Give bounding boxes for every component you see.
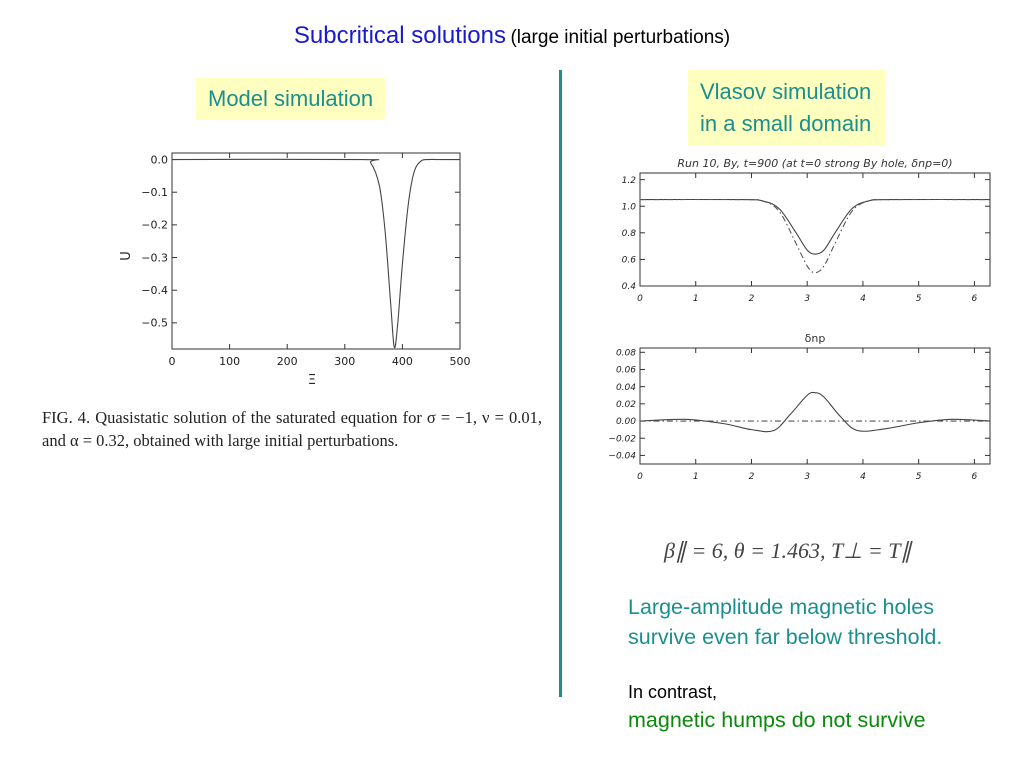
plot-frame bbox=[640, 173, 990, 286]
y-tick-label: 0.4 bbox=[621, 282, 636, 293]
vlasov-label-line2: in a small domain bbox=[700, 111, 872, 136]
series-line-1 bbox=[640, 199, 990, 254]
model-chart bbox=[100, 140, 470, 405]
y-axis-label: U bbox=[119, 251, 134, 261]
x-tick-label: 500 bbox=[449, 355, 470, 368]
conclusion-line2: survive even far below threshold. bbox=[628, 625, 943, 649]
y-tick-label: 0.00 bbox=[615, 417, 636, 428]
y-tick-label: 0.0 bbox=[150, 153, 168, 167]
x-tick-label: 1 bbox=[692, 472, 699, 482]
y-tick-label: 1.2 bbox=[621, 175, 636, 186]
plot-frame bbox=[640, 348, 990, 464]
x-tick-label: 300 bbox=[334, 355, 356, 368]
chart-title: δnp bbox=[804, 332, 826, 345]
contrast-label: In contrast, bbox=[628, 682, 718, 702]
vlasov-dnp-chart bbox=[600, 328, 1010, 488]
y-tick-label: −0.4 bbox=[141, 284, 168, 298]
x-tick-label: 400 bbox=[391, 355, 413, 368]
x-tick-label: 3 bbox=[804, 472, 811, 482]
y-tick-label: −0.1 bbox=[141, 186, 168, 200]
conclusion-text bbox=[628, 592, 942, 652]
y-tick-label: 0.6 bbox=[621, 255, 636, 266]
x-tick-label: 4 bbox=[860, 294, 866, 304]
series-line-2 bbox=[640, 199, 990, 272]
title-sub: (large initial perturbations) bbox=[510, 27, 731, 48]
x-tick-label: 3 bbox=[804, 294, 811, 304]
vlasov-by-chart bbox=[600, 150, 1010, 310]
y-tick-label: −0.04 bbox=[608, 451, 636, 462]
conclusion-line1: Large-amplitude magnetic holes bbox=[628, 595, 934, 619]
vlasov-simulation-label bbox=[688, 70, 885, 146]
x-tick-label: 1 bbox=[692, 294, 699, 304]
x-tick-label: 6 bbox=[971, 294, 978, 304]
y-tick-label: 0.08 bbox=[615, 348, 636, 359]
x-tick-label: 100 bbox=[219, 355, 241, 368]
y-tick-label: 0.02 bbox=[615, 400, 636, 411]
x-tick-label: 2 bbox=[748, 472, 755, 482]
x-tick-label: 0 bbox=[637, 294, 643, 304]
x-axis-label: Ξ bbox=[307, 373, 317, 388]
slide-title bbox=[0, 22, 1024, 50]
vertical-divider bbox=[559, 70, 562, 697]
y-tick-label: −0.3 bbox=[141, 251, 168, 265]
vlasov-label-line1: Vlasov simulation bbox=[700, 79, 872, 104]
title-main: Subcritical solutions bbox=[293, 22, 506, 49]
x-tick-label: 4 bbox=[860, 472, 866, 482]
y-tick-label: 1.0 bbox=[621, 202, 636, 213]
y-tick-label: 0.06 bbox=[615, 365, 636, 376]
x-tick-label: 5 bbox=[915, 294, 922, 304]
x-tick-label: 0 bbox=[168, 355, 176, 368]
y-tick-label: 0.8 bbox=[621, 228, 636, 239]
y-tick-label: −0.02 bbox=[608, 434, 636, 445]
y-tick-label: −0.2 bbox=[141, 218, 168, 232]
y-tick-label: −0.5 bbox=[141, 316, 168, 330]
x-tick-label: 6 bbox=[971, 472, 978, 482]
x-tick-label: 2 bbox=[748, 294, 755, 304]
x-tick-label: 0 bbox=[637, 472, 643, 482]
figure-caption: FIG. 4. Quasistatic solution of the saturated equation for σ = −1, ν = 0.01, and α = 0.32, obtained with large initial perturbations. bbox=[42, 408, 542, 450]
series-line-1 bbox=[172, 159, 460, 347]
plot-frame bbox=[172, 153, 460, 349]
contrast-note: magnetic humps do not survive bbox=[628, 708, 926, 732]
chart-title: Run 10, By, t=900 (at t=0 strong By hole, δnp=0) bbox=[677, 157, 953, 170]
y-tick-label: 0.04 bbox=[615, 382, 636, 393]
parameters-formula: β∥ = 6, θ = 1.463, T⊥ = T∥ bbox=[664, 538, 912, 563]
series-line-1 bbox=[640, 392, 990, 431]
x-tick-label: 200 bbox=[276, 355, 298, 368]
model-simulation-label: Model simulation bbox=[196, 78, 385, 120]
x-tick-label: 5 bbox=[915, 472, 922, 482]
